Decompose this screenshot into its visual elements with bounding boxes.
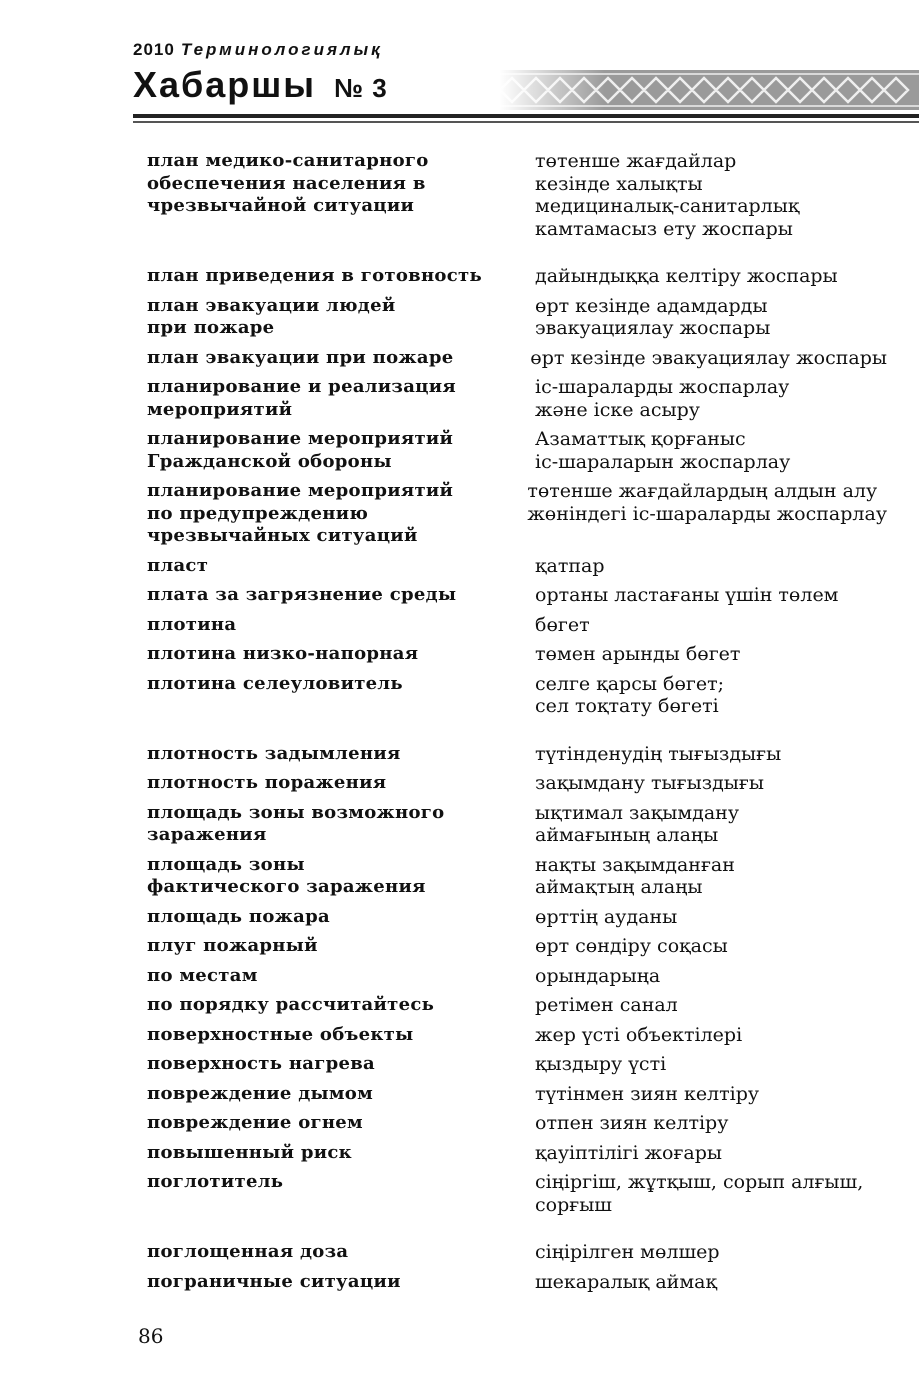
term-russian [147,1053,535,1076]
header-rule-thin [133,121,919,123]
term-russian-line: повышенный риск [147,1141,352,1163]
glossary-entry [147,802,887,847]
glossary-entry [147,1053,887,1076]
term-kazakh-line: түтінмен зиян келтіру [535,1082,760,1105]
term-kazakh [535,1241,887,1264]
term-kazakh [535,743,887,766]
term-russian [147,555,535,578]
term-kazakh-line: төмен арынды бөгет [535,643,741,665]
term-russian [147,295,535,340]
glossary-entry [147,584,887,607]
term-russian-line: планирование и реализация [147,376,457,397]
ornament-band-icon [500,70,919,110]
glossary-entry [147,265,887,288]
term-russian [147,480,527,548]
journal-year: 2010 [133,40,175,59]
glossary-entry [147,376,887,421]
term-russian [147,1241,535,1264]
term-russian-line: по предупреждению [147,502,369,524]
glossary-entry [147,935,887,958]
term-kazakh-line: ортаны ластағаны үшін төлем [535,584,839,606]
term-kazakh-line: өрттің ауданы [535,905,678,928]
term-kazakh-line: қыздыру үсті [535,1053,667,1075]
term-russian-line: планирование мероприятий [147,428,454,449]
term-russian [147,428,535,473]
term-kazakh-line: нақты зақымданған [535,853,735,876]
glossary-entry [147,1083,887,1106]
term-kazakh [535,1271,887,1294]
term-russian-line: площадь зоны возможного [147,801,445,823]
term-russian-line: плата за загрязнение среды [147,584,457,605]
term-russian [147,1271,535,1294]
glossary-entry [147,965,887,988]
term-kazakh-line: орындарыңа [535,964,661,987]
term-russian [147,1024,535,1047]
term-kazakh [535,643,887,666]
glossary-entry [147,1142,887,1165]
term-russian-line: поглощенная доза [147,1241,349,1262]
term-kazakh-line: қатпар [535,554,605,577]
glossary-entry [147,1241,887,1264]
term-russian-line: обеспечения населения в [147,172,426,194]
term-russian [147,265,535,288]
glossary-entry [147,643,887,666]
term-kazakh-line: сіңірілген мөлшер [535,1241,720,1263]
term-russian-line: плотина селеуловитель [147,672,403,694]
term-russian-line: план медико-санитарного [147,150,429,171]
header-rule [133,114,919,118]
term-kazakh [535,854,887,899]
term-kazakh-line: шекаралық аймақ [535,1270,717,1293]
term-russian-line: мероприятий [147,398,293,420]
term-russian-line: поверхностные объекты [147,1023,414,1045]
term-russian-line: плотина низко-напорная [147,643,419,664]
term-russian-line: чрезвычайной ситуации [147,195,415,216]
term-kazakh-line: өрт кезінде адамдарды [535,294,768,317]
glossary-entry [147,673,887,718]
term-kazakh-line: бөгет [535,613,590,636]
glossary-entry [147,295,887,340]
term-russian-line: план приведения в готовность [147,265,482,286]
term-kazakh-line: эвакуациялау жоспары [535,317,771,339]
journal-title-text: Хабаршы [133,64,317,105]
term-kazakh [535,1171,887,1216]
term-russian-line: повреждение огнем [147,1112,363,1133]
glossary-entry [147,428,887,473]
term-russian-line: повреждение дымом [147,1082,374,1104]
glossary-entry [147,555,887,578]
glossary-entry [147,1112,887,1135]
term-kazakh [535,1083,887,1106]
glossary-list [147,150,887,1300]
journal-year-line [133,40,383,60]
page-number: 86 [138,1324,164,1348]
term-kazakh [535,614,887,637]
term-kazakh [535,150,887,240]
glossary-entry [147,347,887,370]
term-kazakh-line: кезінде халықты [535,172,703,195]
issue-number: № 3 [334,73,388,103]
term-kazakh-line: төтенше жағдайлардың алдын алу [527,480,878,502]
term-russian [147,772,535,795]
term-russian [147,1083,535,1106]
glossary-entry [147,1024,887,1047]
term-russian-line: плотность поражения [147,772,387,793]
term-kazakh-line: отпен зиян келтіру [535,1112,729,1134]
term-russian [147,854,535,899]
term-kazakh [535,906,887,929]
term-russian [147,614,535,637]
term-kazakh [535,935,887,958]
term-kazakh [535,555,887,578]
term-russian-line: плотина [147,613,237,635]
term-russian [147,906,535,929]
term-russian-line: пласт [147,554,209,576]
glossary-entry [147,772,887,795]
term-russian-line: плотность задымления [147,742,401,764]
term-kazakh-line: өрт кезінде эвакуациялау жоспары [530,346,887,369]
glossary-entry [147,854,887,899]
term-russian-line: поглотитель [147,1171,284,1192]
term-russian-line: по местам [147,964,258,986]
term-russian [147,1142,535,1165]
term-kazakh-line: өрт сөндіру соқасы [535,935,728,957]
term-russian [147,743,535,766]
term-kazakh-line: сел тоқтату бөгеті [535,695,719,717]
term-kazakh [535,772,887,795]
term-kazakh-line: аймақтың алаңы [535,876,703,898]
term-russian [147,673,535,718]
term-kazakh-line: қауіптілігі жоғары [535,1141,723,1164]
journal-title [133,64,388,106]
term-russian [147,1112,535,1135]
term-kazakh-line: жөніндегі іс-шараларды жоспарлау [527,502,887,525]
term-kazakh-line: медициналық-санитарлық [535,195,800,217]
term-kazakh [535,1142,887,1165]
term-kazakh-line: іс-шараларды жоспарлау [535,376,790,398]
glossary-entry [147,743,887,766]
term-kazakh-line: сіңіргіш, жұтқыш, сорып алғыш, [535,1171,864,1193]
term-kazakh [535,1053,887,1076]
term-russian-line: плуг пожарный [147,935,318,956]
term-russian [147,643,535,666]
term-russian-line: план эвакуации людей [147,294,396,316]
term-kazakh-line: сорғыш [535,1193,612,1216]
term-russian-line: Гражданской обороны [147,450,392,472]
term-russian-line: площадь зоны [147,853,305,875]
glossary-entry [147,150,887,240]
term-kazakh-line: түтінденудің тығыздығы [535,742,782,765]
glossary-entry [147,994,887,1017]
term-kazakh [530,347,887,370]
journal-subtitle: Терминологиялық [180,40,383,59]
term-kazakh [535,1112,887,1135]
term-russian-line: заражения [147,824,267,845]
term-russian [147,935,535,958]
term-kazakh-line: зақымдану тығыздығы [535,772,764,794]
glossary-entry [147,480,887,548]
term-russian-line: план эвакуации при пожаре [147,346,454,368]
term-kazakh [535,673,887,718]
term-russian-line: чрезвычайных ситуаций [147,525,418,546]
term-russian-line: площадь пожара [147,905,330,927]
glossary-entry [147,1171,887,1216]
glossary-entry [147,1271,887,1294]
term-kazakh [535,994,887,1017]
glossary-entry [147,906,887,929]
term-kazakh-line: селге қарсы бөгет; [535,672,724,695]
term-russian [147,347,530,370]
term-kazakh [535,295,887,340]
journal-header [0,0,919,135]
term-russian-line: поверхность нагрева [147,1053,376,1074]
term-kazakh-line: дайындыққа келтіру жоспары [535,265,838,287]
term-russian [147,150,535,240]
term-russian [147,584,535,607]
term-kazakh [535,965,887,988]
term-russian-line: планирование мероприятий [147,480,454,501]
term-russian [147,965,535,988]
term-kazakh [535,265,887,288]
term-kazakh-line: ретімен санал [535,994,678,1016]
term-kazakh-line: іс-шараларын жоспарлау [535,450,791,473]
term-kazakh [535,1024,887,1047]
term-russian [147,1171,535,1216]
term-russian-line: пограничные ситуации [147,1270,401,1292]
term-kazakh [535,584,887,607]
term-kazakh [535,802,887,847]
term-kazakh-line: жер үсті объектілері [535,1023,743,1046]
term-russian-line: по порядку рассчитайтесь [147,994,435,1015]
term-kazakh-line: Азаматтық қорғаныс [535,428,746,450]
term-russian [147,376,535,421]
term-kazakh [535,376,887,421]
glossary-entry [147,614,887,637]
term-kazakh-line: аймағының алаңы [535,824,719,846]
term-kazakh-line: төтенше жағдайлар [535,150,737,172]
term-kazakh-line: және іске асыру [535,398,700,421]
term-kazakh-line: ықтимал зақымдану [535,801,739,824]
term-kazakh [527,480,887,548]
term-russian-line: фактического заражения [147,876,426,897]
term-russian [147,994,535,1017]
term-russian-line: при пожаре [147,317,275,338]
term-russian [147,802,535,847]
term-kazakh [535,428,887,473]
term-kazakh-line: камтамасыз ету жоспары [535,217,793,240]
